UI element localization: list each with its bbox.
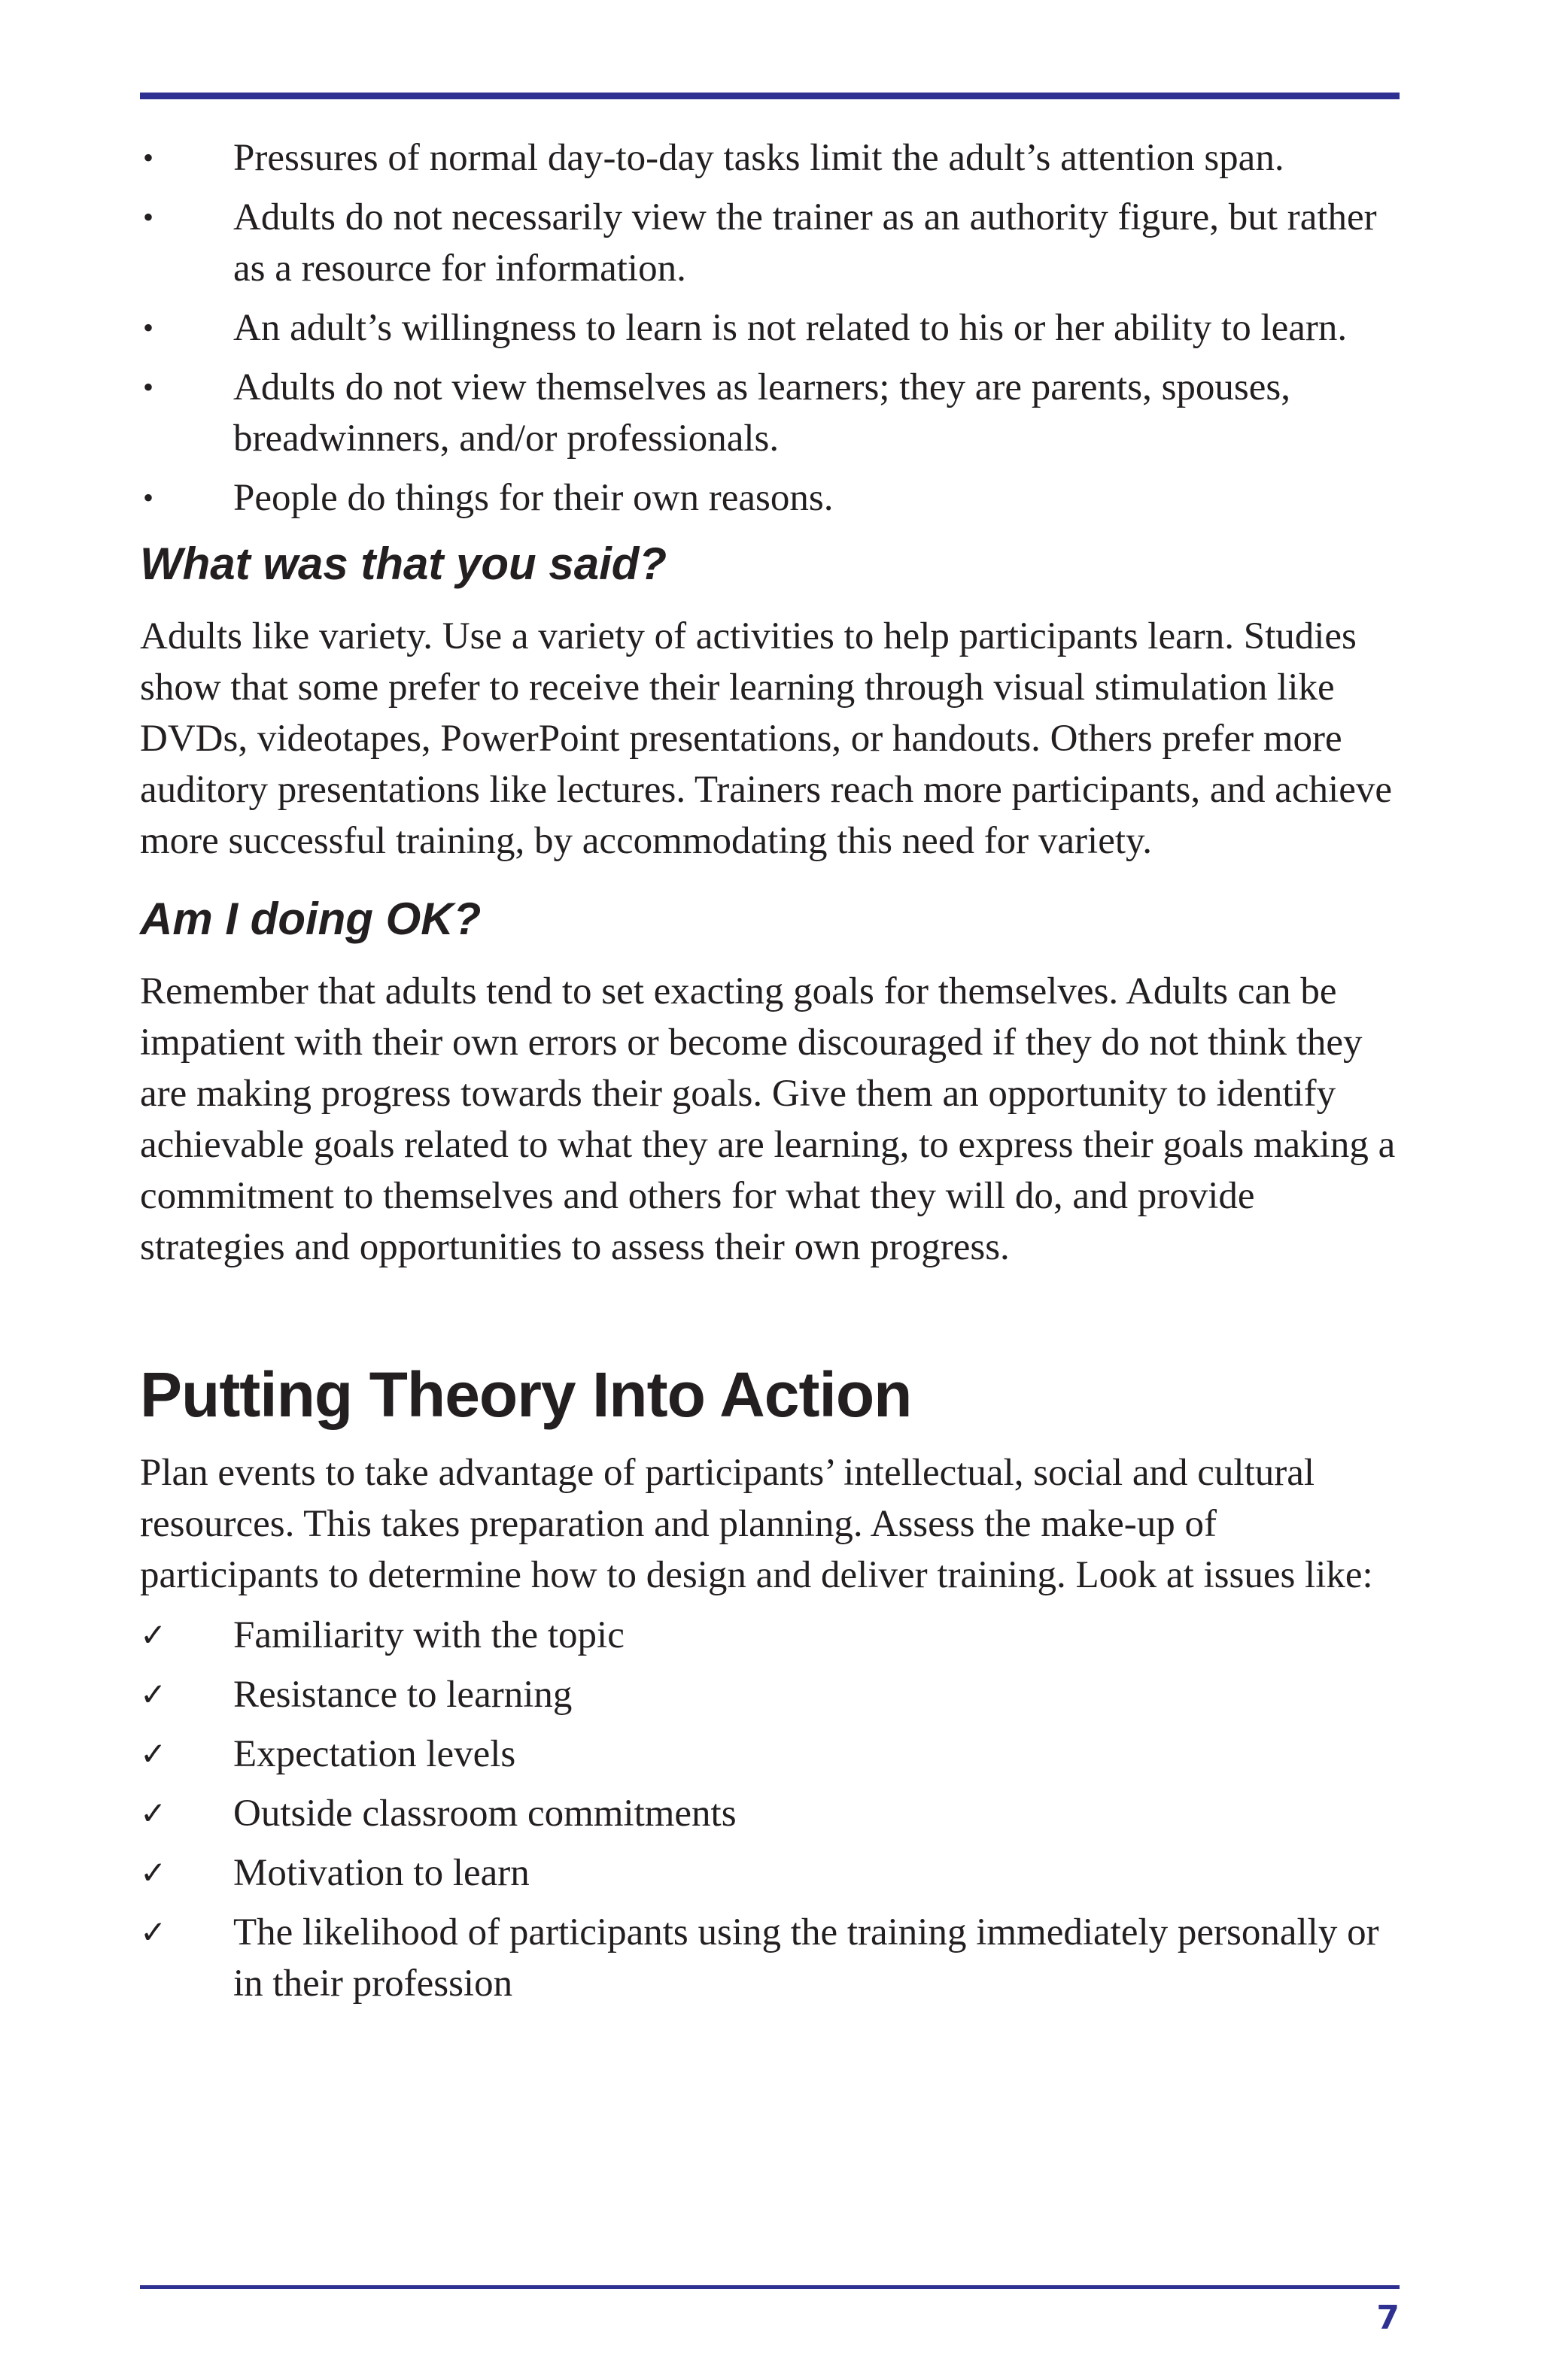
checklist-item — [140, 1610, 1404, 1661]
bullet-list — [140, 132, 1404, 524]
bullet-icon: • — [143, 141, 154, 175]
checklist-item — [140, 1847, 1404, 1899]
checklist-item — [140, 1669, 1404, 1720]
checklist-item-text: Outside classroom commitments — [233, 1793, 737, 1835]
bullet-icon: • — [143, 481, 154, 515]
list-item — [140, 472, 1404, 524]
checkmark-icon: ✓ — [140, 1914, 167, 1950]
checklist-item — [140, 1729, 1404, 1780]
checklist — [140, 1610, 1404, 2009]
section-heading-putting-theory-into-action: Putting Theory Into Action — [140, 1359, 912, 1430]
list-item — [140, 362, 1404, 464]
list-item-text: People do things for their own reasons. — [233, 477, 834, 519]
checkmark-icon: ✓ — [140, 1617, 167, 1653]
paragraph-plan-events: Plan events to take advantage of participants’ intellectual, social and cultural resources. This takes preparation and planning. Assess the make-up of participants to determine how to design and deliver training. Look at issues like: — [140, 1452, 1373, 1596]
bullet-icon: • — [143, 311, 154, 345]
checkmark-icon: ✓ — [140, 1735, 167, 1772]
list-item-text: An adult’s willingness to learn is not related to his or her ability to learn. — [233, 307, 1348, 349]
list-item-text: Adults do not necessarily view the trainer as an authority figure, but rather as a resource for information. — [233, 196, 1377, 290]
checklist-item-text: Resistance to learning — [233, 1674, 573, 1716]
bottom-rule — [140, 2285, 1400, 2289]
list-item — [140, 192, 1404, 294]
checklist-item-text: Familiarity with the topic — [233, 1614, 625, 1656]
list-item-text: Adults do not view themselves as learners; they are parents, spouses, breadwinners, and/or professionals. — [233, 366, 1290, 460]
list-item — [140, 132, 1404, 184]
list-item-text: Pressures of normal day-to-day tasks limit the adult’s attention span. — [233, 137, 1284, 179]
checkmark-icon: ✓ — [140, 1795, 167, 1832]
bullet-icon: • — [143, 200, 154, 234]
checklist-item — [140, 1788, 1404, 1839]
subheading-am-i-doing-ok: Am I doing OK? — [140, 894, 482, 944]
paragraph-variety: Adults like variety. Use a variety of activities to help participants learn. Studies show that some prefer to receive their learning through visual stimulation like DVDs, videotapes, PowerPoint presentations, or handouts. Others prefer more auditory presentations like lectures. Trainers reach more participants, and achieve more successful training, by accommodating this need for variety. — [140, 615, 1392, 862]
checklist-item-text: The likelihood of participants using the training immediately personally or in their profession — [233, 1911, 1379, 2005]
checklist-item-text: Motivation to learn — [233, 1852, 530, 1894]
page-number: 7 — [1376, 2299, 1400, 2337]
checklist-item — [140, 1907, 1404, 2009]
checkmark-icon: ✓ — [140, 1676, 167, 1713]
page-content — [140, 132, 1404, 2017]
subheading-what-was-that-you-said: What was that you said? — [140, 539, 667, 589]
bullet-icon: • — [143, 370, 154, 404]
checkmark-icon: ✓ — [140, 1854, 167, 1891]
paragraph-goals: Remember that adults tend to set exacting goals for themselves. Adults can be impatient with their own errors or become discouraged if they do not think they are making progress towards their goals. Give them an opportunity to identify achievable goals related to what they are learning, to express their goals making a commitment to themselves and others for what they will do, and provide strategies and opportunities to assess their own progress. — [140, 970, 1396, 1268]
list-item — [140, 302, 1404, 354]
top-rule — [140, 93, 1400, 99]
checklist-item-text: Expectation levels — [233, 1733, 516, 1775]
